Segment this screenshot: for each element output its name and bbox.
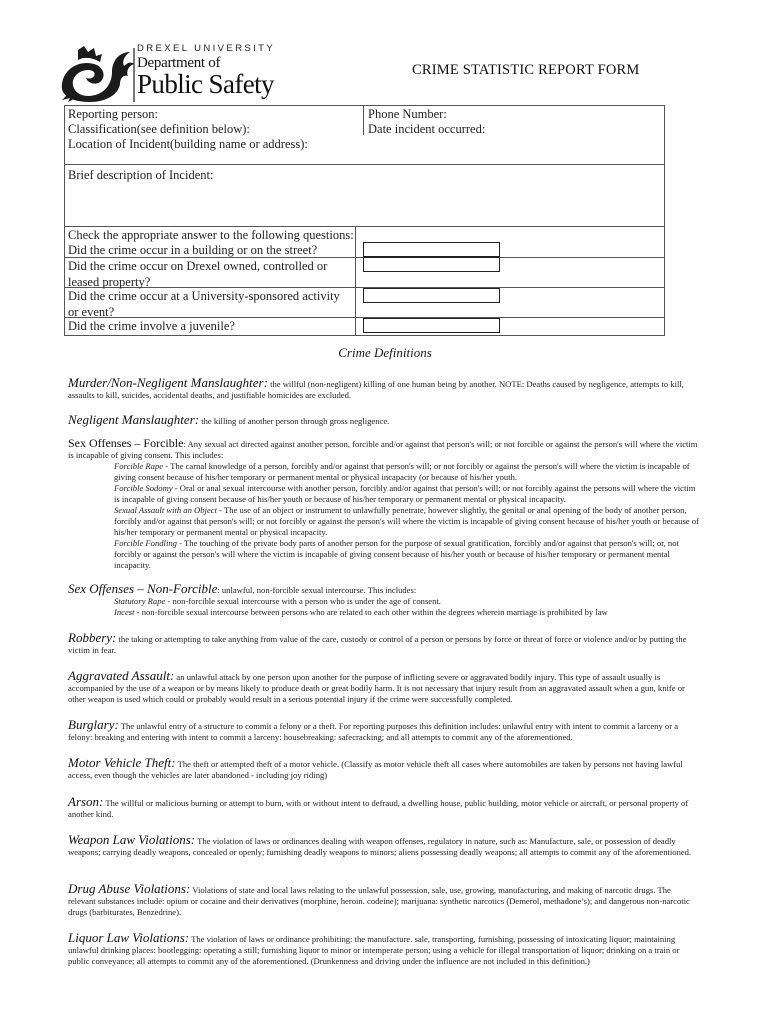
sub-definition [68,538,700,571]
definition-text: : Any sexual act directed against another person, forcible and/or against that person's will; or not forcible or against the person's will where the victim is incapable of giving consent. This includes: [68,439,698,460]
definition-text: the taking or attempting to take anything from value of the care, custody or control of a person or persons by force or threat of force or violence and/or by putting the victim in fear. [68,634,687,655]
form-title: CRIME STATISTIC REPORT FORM [412,62,640,78]
definition-term: Burglary: [68,717,119,732]
definition-text: The theft or attempted theft of a motor vehicle. (Classify as motor vehicle theft all cases where automobiles are taken by persons not having lawful access, even though the vehicles are later abandoned - including joy riding) [68,759,683,780]
location-field[interactable]: Location of Incident(building name or address): [68,137,308,151]
definition-robbery [68,632,700,656]
date-incident-field[interactable]: Date incident occurred: [368,122,486,136]
definition-term: Liquor Law Violations: [68,930,190,945]
sub-term: Statutory Rape [114,596,166,606]
definition-text: the willful (non-negligent) killing of one human being by another. NOTE: Deaths caused by negligence, attempts to kill, assaults to kill, suicides, accidental deaths, and justifiable homicides are excluded. [68,379,684,400]
phone-number-field[interactable]: Phone Number: [368,107,447,121]
definition-sex-forcible [68,438,700,571]
definition-murder [68,377,700,401]
sub-term: Sexual Assault with an Object [114,505,217,515]
definition-negligent [68,414,700,427]
question-label: Did the crime occur on Drexel owned, controlled or leased property? [68,259,328,289]
sub-text: - The use of an object or instrument to unlawfully penetrate, however slightly, the genital or anal opening of the body of another person, forcibly and/or against that person's will; or not forcibly or against the person's will where the victim is incapable of giving consent because of his/her youth or because of his/her temporary or permanent mental or physical incapacity. [114,505,699,537]
definition-motor-vehicle [68,757,700,781]
definition-text: an unlawful attack by one person upon another for the purpose of inflicting severe or aggravated bodily injury. This type of assault usually is accompanied by the use of a weapon or by means likely to produce death or great bodily harm. It is not necessary that injury result from an aggravated assault when a gun, knife or other weapon is used which could or probably would result in a serious potential injury if the crime were successfully completed. [68,672,685,704]
sub-text: - non-forcible sexual intercourse between persons who are related to each other within the degrees wherein marriage is prohibited by law [134,607,608,617]
question-label: Did the crime occur in a building or on the street? [68,243,318,257]
definition-text: the killing of another person through gross negligence. [199,416,390,426]
sub-text: - non-forcible sexual intercourse with a person who is under the age of consent. [165,596,441,606]
check-instruction: Check the appropriate answer to the following questions: [68,228,354,242]
definitions-title: Crime Definitions [338,345,432,360]
answer-box[interactable] [363,288,500,303]
sub-term: Incest [114,607,135,617]
description-field[interactable]: Brief description of Incident: [68,168,214,182]
definition-liquor [68,932,700,967]
definition-text: The willful or malicious burning or attempt to burn, with or without intent to defraud, a dwelling house, public building, motor vehicle or aircraft, or personal property of another kind. [68,798,689,819]
form-divider [355,226,356,336]
definition-term: Drug Abuse Violations: [68,881,191,896]
definition-burglary [68,719,700,743]
definition-term: Weapon Law Violations: [68,832,196,847]
department-line1: Department of [137,55,221,71]
definition-drug [68,883,700,918]
definition-term: Arson: [68,794,104,809]
definition-arson [68,796,700,820]
definition-term: Robbery: [68,630,117,645]
form-divider [64,164,665,165]
definition-aggravated [68,670,700,705]
definition-text: Violations of state and local laws relating to the unlawful possession, sale, use, growing, manufacturing, and making of narcotic drugs. The relevant substances include: opium or cocaine and their derivatives (morphine, heroin. codeine); marijuana: synthetic narcotics (Demerol, methadone’s); and dangerous non-narcotic drugs (barbiturates, Benzedrine). [68,885,690,917]
definition-term: Murder/Non-Negligent Manslaughter: [68,375,268,390]
answer-box[interactable] [363,257,500,272]
definition-term: Negligent Manslaughter: [68,412,200,427]
definition-sex-nonforcible [68,583,700,618]
definition-term: Sex Offenses – Non-Forcible [68,581,218,596]
university-name: DREXEL UNIVERSITY [137,43,276,54]
definition-text: The violation of laws or ordinances dealing with weapon offenses, regulatory in nature, such as: Manufacture, sale, or possession of deadly weapons; carrying deadly weapons, concealed or openly; furnishing deadly weapons to minors; aliens possessing deadly weapons; all attempts to commit any of the aforementioned. [68,836,692,857]
form-divider [363,105,364,135]
definition-term: Sex Offenses – Forcible [68,436,184,450]
sub-term: Forcible Sodomy [114,483,173,493]
answer-box[interactable] [363,318,500,333]
sub-text: - The carnal knowledge of a person, forcibly and/or against that person's will; or not forcibly or against the person's will where the victim is incapable of giving consent because of his/her temporary or permanent mental or physical incapacity (or because of his/her youth. [114,461,690,482]
question-label: Did the crime occur at a University-sponsored activity or event? [68,289,340,319]
definition-text: : unlawful, non-forcible sexual intercourse. This includes: [217,585,417,595]
sub-definition [68,483,700,505]
sub-term: Forcible Fondling [114,538,177,548]
sub-text: - The touching of the private body parts of another person for the purpose of sexual gratification, forcibly and/or against that person's will; or, not forcibly or against the person's will where the victim is incapable of giving consent because of his/her youth or because of his/her temporary or permanent mental incapacity. [114,538,679,570]
sub-definition [68,461,700,483]
sub-definition [68,607,700,618]
definition-text: The unlawful entry of a structure to commit a felony or a theft. For reporting purposes this definition includes: unlawful entry with intent to commit a larceny or a felony: breaking and entering with intent to commit a larceny: housebreaking: safecracking; and all attempts to commit any of the aforementioned. [68,721,679,742]
definition-term: Motor Vehicle Theft: [68,755,176,770]
classification-field[interactable]: Classification(see definition below): [68,122,250,136]
drexel-dragon-logo [58,44,138,104]
question-label: Did the crime involve a juvenile? [68,319,235,333]
sub-definition [68,505,700,538]
answer-box[interactable] [363,242,500,257]
sub-term: Forcible Rape [114,461,164,471]
definition-term: Aggravated Assault: [68,668,175,683]
definition-text: The violation of laws or ordinance prohibiting: the manufacture. sale, transporting, furnishing, possessing of intoxicating liquor; maintaining unlawful drinking places: bootlegging: operating a still; furnishing liquor to minor or intemperate person; using a vehicle for illegal transportation of liquor; drinking on a train or public conveyance; all attempts to commit any of the aforementioned. (Drunkenness and driving under the influence are not included in this definition.) [68,934,680,966]
sub-text: - Oral or anal sexual intercourse with another person, forcibly and/or against that person's will; or not forcibly against the persons will where the victim is incapable of giving consent because of his/her youth or because of his/her temporary or permanent mental or physical incapacity. [114,483,696,504]
sub-definition [68,596,700,607]
reporting-person-field[interactable]: Reporting person: [68,107,158,121]
department-line2: Public Safety [137,69,274,99]
definition-weapon [68,834,700,858]
